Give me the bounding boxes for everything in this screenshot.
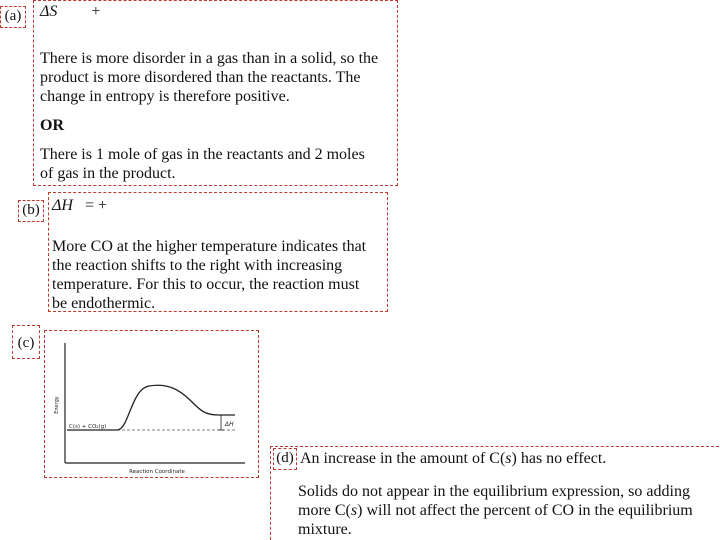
part-a-delta-s: ΔS + [40,3,101,20]
part-b-sign: = + [84,197,107,214]
part-b-label-box [18,200,44,222]
reactant-label: C(s) + CO₂(g) [69,424,107,430]
part-a-label-box [0,6,26,28]
energy-diagram [45,331,258,477]
part-a-label: (a) [4,8,22,24]
part-b-delta-h: ΔH = + [52,197,107,214]
part-b-label: (b) [22,202,40,218]
part-b-explanation-line-1: More CO at the higher temperature indicates that [52,238,367,255]
delta-h-label: ΔH [225,421,234,428]
part-b-explanation-line-2: the reaction shifts to the right with increasing [52,257,343,274]
part-d-explanation-line-1: Solids do not appear in the equilibrium expression, so adding [298,483,690,500]
part-c-label-box [12,325,40,359]
part-d-label: (d) [276,450,294,466]
part-d-explanation-line-2: more C(s) will not affect the percent of CO in the equilibrium [298,502,693,519]
x-axis-label: Reaction Coordinate [129,469,185,475]
part-c-label: (c) [17,335,35,351]
y-axis-label: Energy [54,396,60,414]
part-a-explanation-line-1: There is more disorder in a gas than in a solid, so the [40,50,379,67]
part-b-explanation-line-3: temperature. For this to occur, the reaction must [52,276,360,293]
part-d-answer: An increase in the amount of C(s) has no effect. [300,450,607,467]
part-d-explanation-line-3: mixture. [298,521,352,538]
part-a-alt-line-1: There is 1 mole of gas in the reactants and 2 moles [40,146,365,163]
part-a-or-label: OR [40,117,64,134]
part-a-sign: + [91,3,101,20]
part-a-alt-line-2: of gas in the product. [40,165,176,182]
part-b-explanation-line-4: be endothermic. [52,295,156,312]
part-c-diagram-box [44,330,259,478]
part-a-explanation-line-3: change in entropy is therefore positive. [40,88,290,105]
part-d-label-box [273,448,297,470]
part-a-explanation-line-2: product is more disordered than the reactants. The [40,69,361,86]
